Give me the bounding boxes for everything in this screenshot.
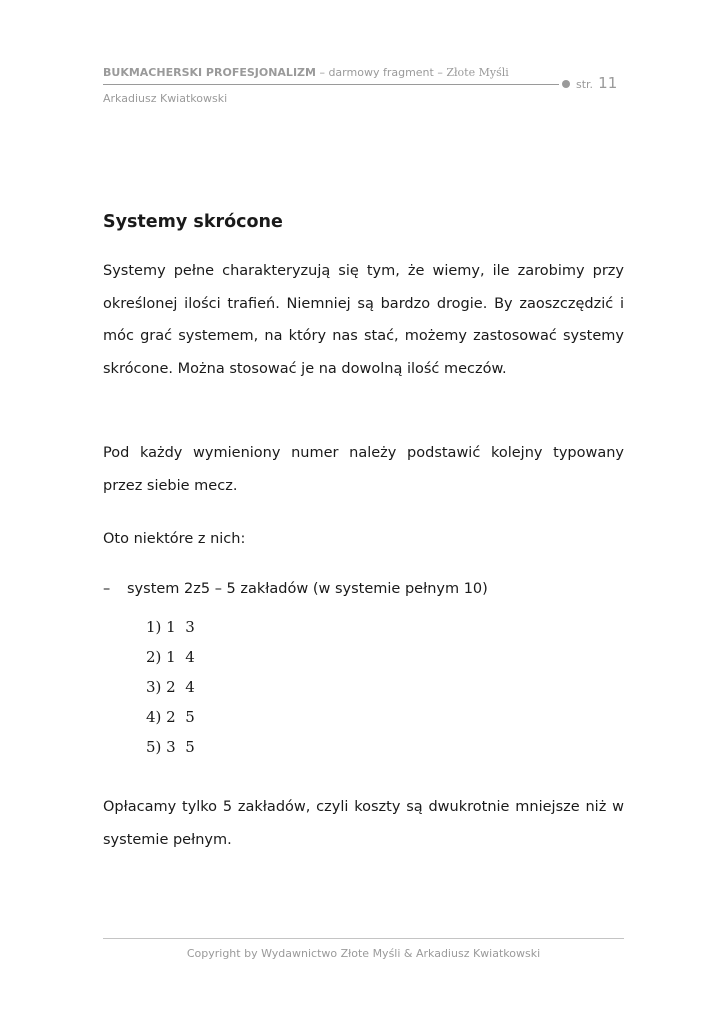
- paragraph-intro: Systemy pełne charakteryzują się tym, że wiemy, ile zarobimy przy określonej ilości trafień. Niemniej są bardzo drogie. By zaoszczędzić i móc grać systemem, na który nas stać, możemy zastosować systemy skrócone. Można stosować je na dowolną ilość meczów.: [103, 263, 624, 377]
- page-number: 11: [598, 74, 618, 92]
- paragraph-examples-intro: Oto niektóre z nich:: [103, 531, 246, 547]
- paragraph-conclusion: Opłacamy tylko 5 zakładów, czyli koszty są dwukrotnie mniejsze niż w systemie pełnym.: [103, 799, 624, 848]
- list-item: 3) 2 4: [146, 678, 195, 696]
- header-rule: [103, 84, 559, 85]
- list-item: 4) 2 5: [146, 708, 195, 726]
- page-number-box: [576, 73, 617, 92]
- bullet-dash: –: [103, 581, 111, 597]
- header-bullet-dot: [562, 80, 570, 88]
- list-item: 2) 1 4: [146, 648, 195, 666]
- header-subtitle: – darmowy fragment –: [315, 66, 447, 79]
- bullet-text: system 2z5 – 5 zakładów (w systemie pełnym 10): [127, 581, 488, 597]
- page-label: str.: [576, 78, 594, 91]
- list-item: 5) 3 5: [146, 738, 195, 756]
- publisher-name: Złote Myśli: [446, 66, 509, 79]
- book-title: BUKMACHERSKI PROFESJONALIZM: [103, 66, 316, 79]
- bullet-item: [103, 576, 488, 602]
- section-heading: Systemy skrócone: [103, 212, 283, 232]
- header-author: Arkadiusz Kwiatkowski: [103, 92, 228, 105]
- system-combinations-list: [146, 612, 195, 762]
- paragraph-instruction: Pod każdy wymieniony numer należy podstawić kolejny typowany przez siebie mecz.: [103, 445, 624, 494]
- footer-copyright: Copyright by Wydawnictwo Złote Myśli & Arkadiusz Kwiatkowski: [186, 947, 541, 960]
- footer-rule: [103, 938, 624, 939]
- list-item: 1) 1 3: [146, 618, 195, 636]
- header-title: [103, 66, 509, 79]
